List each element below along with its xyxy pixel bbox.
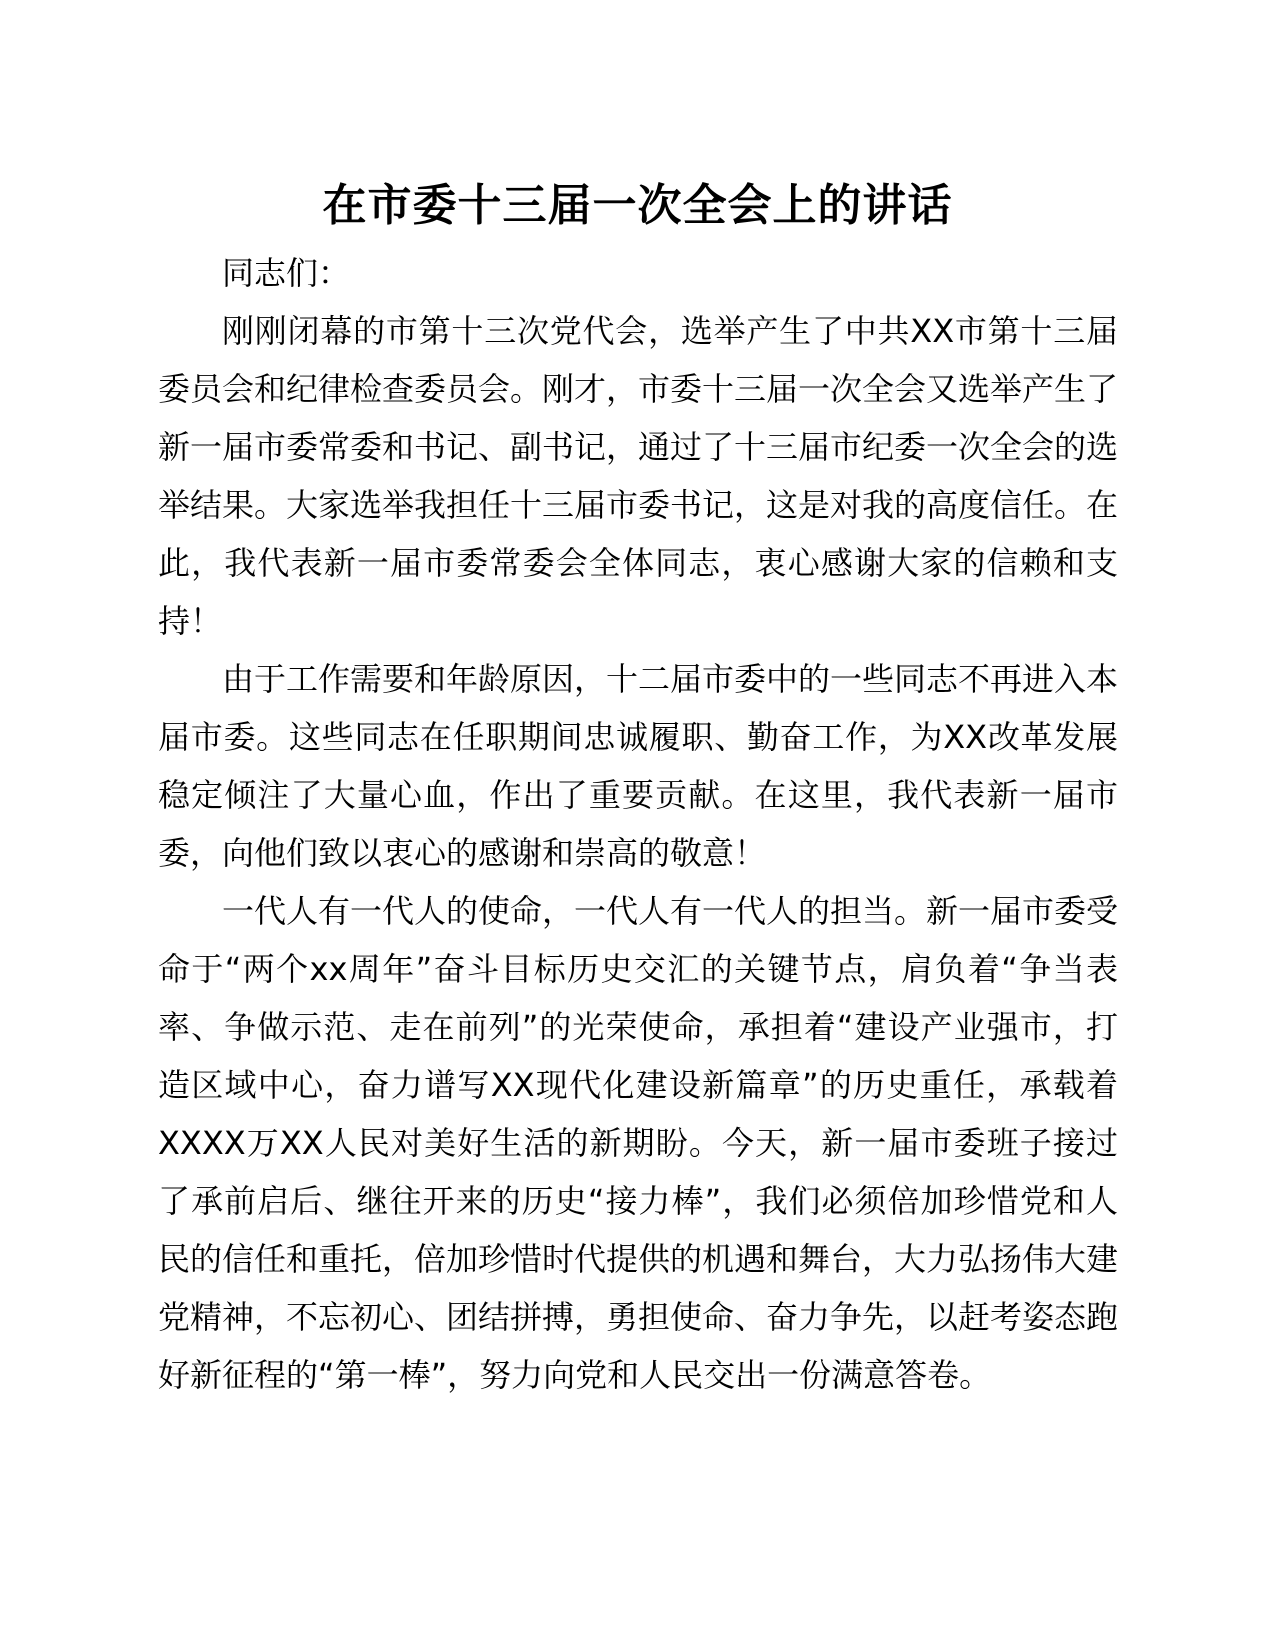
salutation-paragraph: 同志们：	[222, 254, 351, 292]
document-body	[158, 244, 1118, 1404]
body-paragraph: 由于工作需要和年龄原因，十二届市委中的一些同志不再进入本届市委。这些同志在任职期间忠诚履职、勤奋工作，为XX改革发展稳定倾注了大量心血，作出了重要贡献。在这里，我代表新一届市委，向他们致以衷心的感谢和崇高的敬意！	[158, 660, 1119, 872]
body-paragraph: 刚刚闭幕的市第十三次党代会，选举产生了中共XX市第十三届委员会和纪律检查委员会。刚才，市委十三届一次全会又选举产生了新一届市委常委和书记、副书记，通过了十三届市纪委一次全会的选举结果。大家选举我担任十三届市委书记，这是对我的高度信任。在此，我代表新一届市委常委会全体同志，衷心感谢大家的信赖和支持！	[158, 312, 1119, 640]
body-paragraph: 一代人有一代人的使命，一代人有一代人的担当。新一届市委受命于“两个xx周年”奋斗目标历史交汇的关键节点，肩负着“争当表率、争做示范、走在前列”的光荣使命，承担着“建设产业强市，打造区域中心，奋力谱写XX现代化建设新篇章”的历史重任，承载着XXXX万XX人民对美好生活的新期盼。今天，新一届市委班子接过了承前启后、继往开来的历史“接力棒”，我们必须倍加珍惜党和人民的信任和重托，倍加珍惜时代提供的机遇和舞台，大力弘扬伟大建党精神，不忘初心、团结拼搏，勇担使命、奋力争先，以赶考姿态跑好新征程的“第一棒”，努力向党和人民交出一份满意答卷。	[158, 892, 1119, 1394]
document-title: 在市委十三届一次全会上的讲话	[322, 180, 953, 231]
